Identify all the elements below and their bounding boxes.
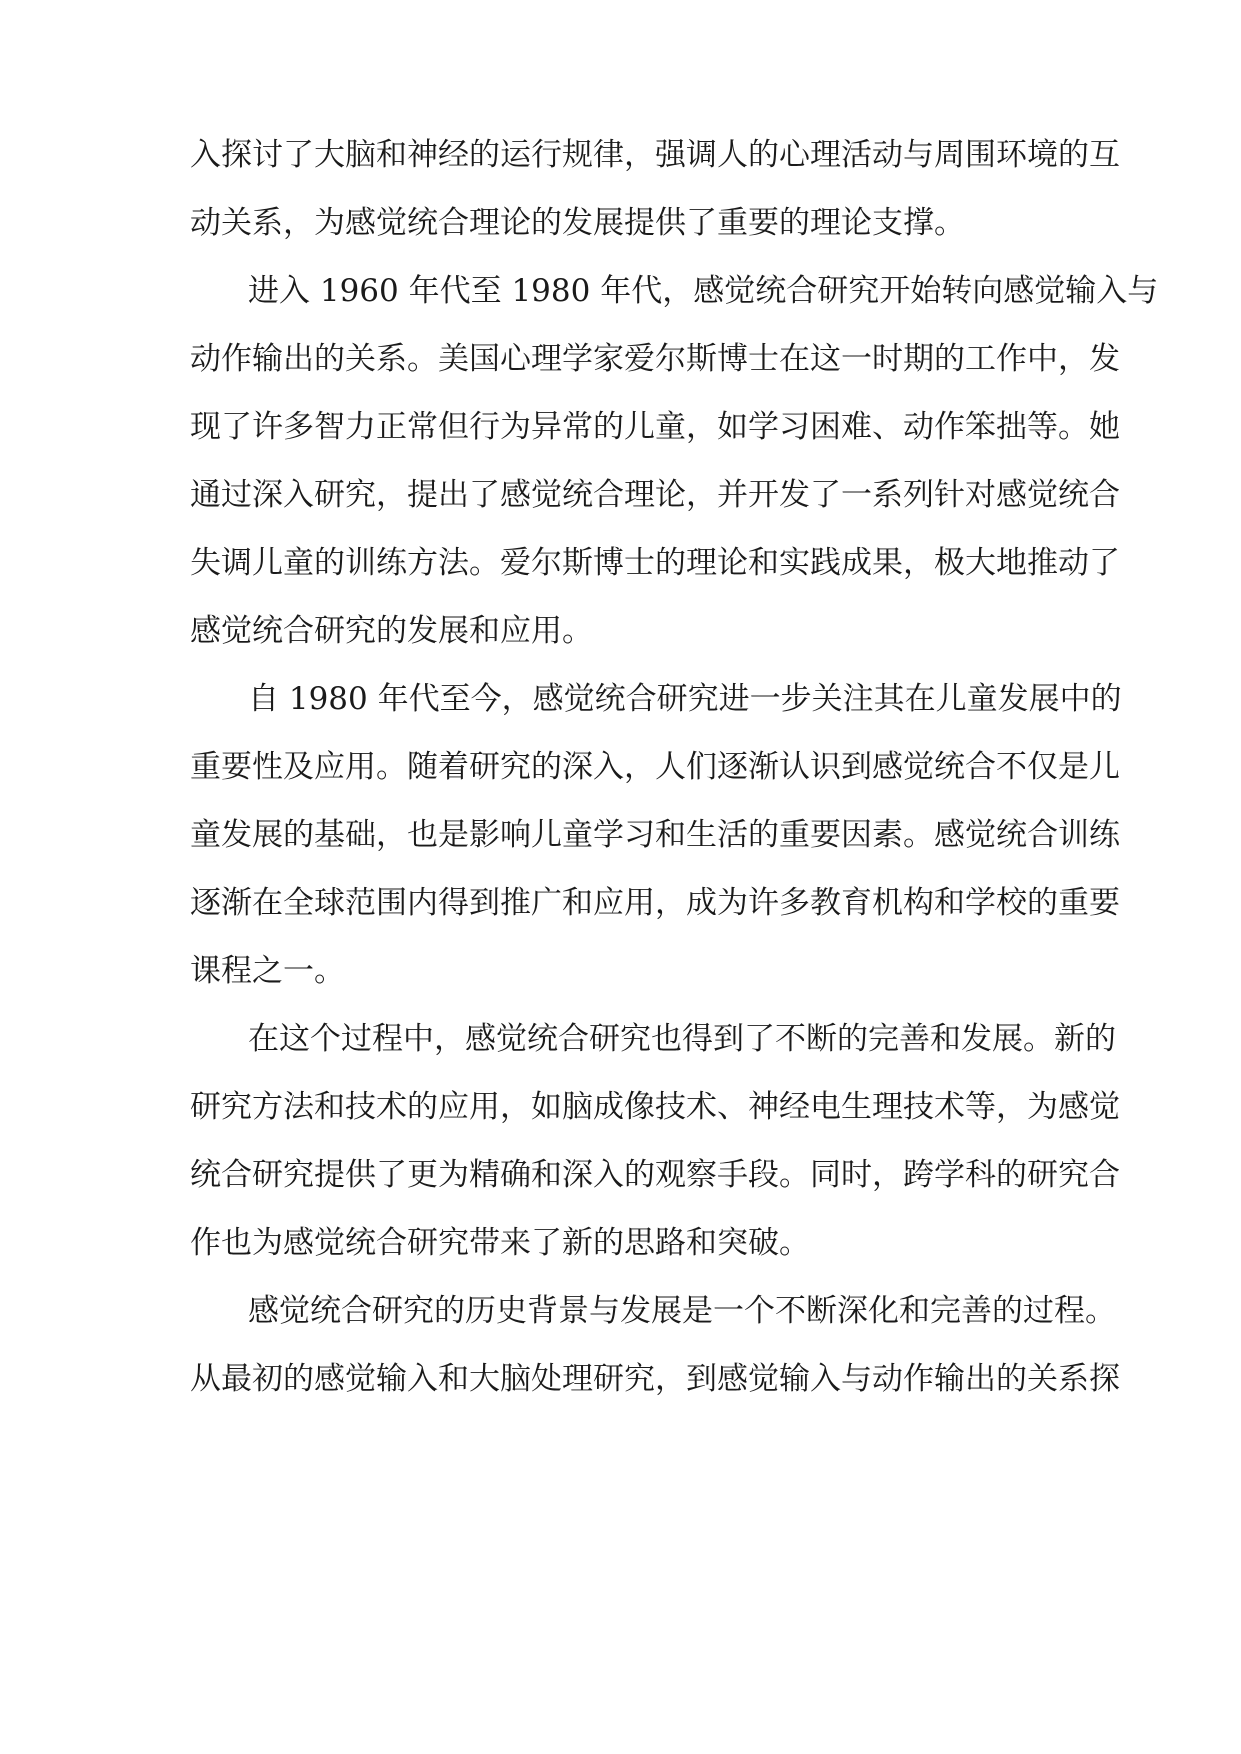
paragraph-3-line-3: 童发展的基础，也是影响儿童学习和生活的重要因素。感觉统合训练 xyxy=(190,817,1120,853)
paragraph-3-line-5: 课程之一。 xyxy=(190,953,345,989)
paragraph-2-line-6: 感觉统合研究的发展和应用。 xyxy=(190,613,593,649)
paragraph-5-line-1: 感觉统合研究的历史背景与发展是一个不断深化和完善的过程。 xyxy=(248,1293,1116,1329)
paragraph-1-line-2: 动关系，为感觉统合理论的发展提供了重要的理论支撑。 xyxy=(190,205,965,241)
paragraph-4-line-1: 在这个过程中，感觉统合研究也得到了不断的完善和发展。新的 xyxy=(248,1021,1116,1057)
paragraph-3-line-1: 自 1980 年代至今，感觉统合研究进一步关注其在儿童发展中的 xyxy=(248,681,1122,717)
paragraph-2-line-3: 现了许多智力正常但行为异常的儿童，如学习困难、动作笨拙等。她 xyxy=(190,409,1120,445)
paragraph-5-line-2: 从最初的感觉输入和大脑处理研究，到感觉输入与动作输出的关系探 xyxy=(190,1361,1120,1397)
paragraph-4-line-4: 作也为感觉统合研究带来了新的思路和突破。 xyxy=(190,1225,810,1261)
paragraph-1-line-1: 入探讨了大脑和神经的运行规律，强调人的心理活动与周围环境的互 xyxy=(190,137,1120,173)
paragraph-4-line-2: 研究方法和技术的应用，如脑成像技术、神经电生理技术等，为感觉 xyxy=(190,1089,1120,1125)
paragraph-4-line-3: 统合研究提供了更为精确和深入的观察手段。同时，跨学科的研究合 xyxy=(190,1157,1120,1193)
paragraph-2-line-5: 失调儿童的训练方法。爱尔斯博士的理论和实践成果，极大地推动了 xyxy=(190,545,1120,581)
paragraph-2-line-1: 进入 1960 年代至 1980 年代，感觉统合研究开始转向感觉输入与 xyxy=(248,273,1159,309)
paragraph-2-line-4: 通过深入研究，提出了感觉统合理论，并开发了一系列针对感觉统合 xyxy=(190,477,1120,513)
paragraph-3-line-4: 逐渐在全球范围内得到推广和应用，成为许多教育机构和学校的重要 xyxy=(190,885,1120,921)
paragraph-2-line-2: 动作输出的关系。美国心理学家爱尔斯博士在这一时期的工作中，发 xyxy=(190,341,1120,377)
paragraph-3-line-2: 重要性及应用。随着研究的深入，人们逐渐认识到感觉统合不仅是儿 xyxy=(190,749,1120,785)
